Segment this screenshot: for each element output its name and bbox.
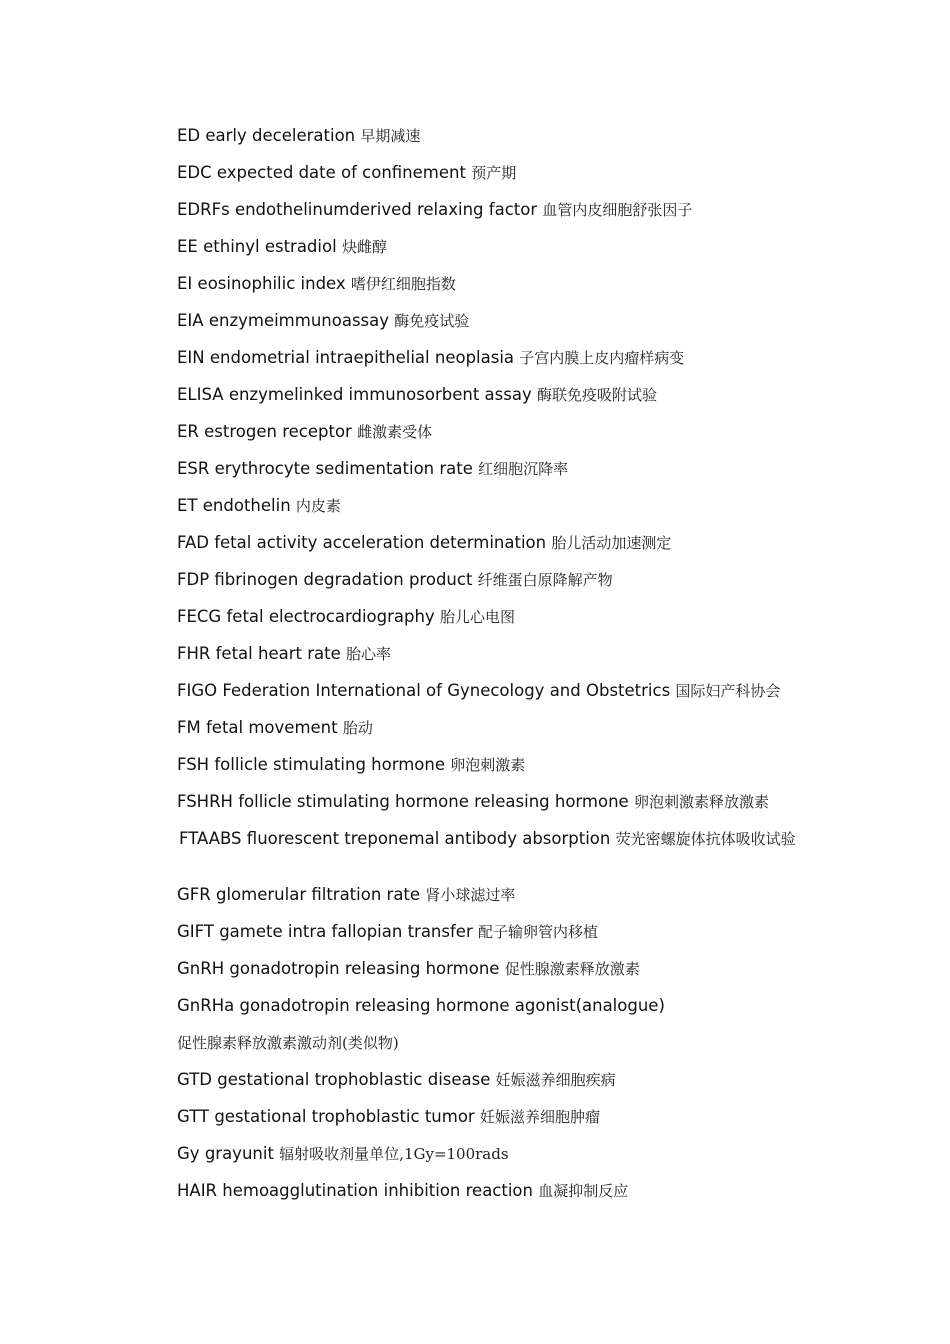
entry-abbreviation: EIN <box>177 348 205 367</box>
entry-chinese: 卵泡刺激素 <box>450 756 526 774</box>
entry-abbreviation: GFR <box>177 885 211 904</box>
glossary-entry <box>145 826 815 882</box>
glossary-entry <box>145 1178 815 1215</box>
entry-chinese: 预产期 <box>471 164 517 182</box>
entry-term: fetal electrocardiography <box>226 607 435 626</box>
glossary-entry <box>145 956 815 993</box>
entry-chinese: 子宫内膜上皮内瘤样病变 <box>519 349 685 367</box>
entry-term: enzymeimmunoassay <box>208 311 390 330</box>
entry-abbreviation: GTT <box>177 1107 210 1126</box>
entry-term: follicle stimulating hormone releasing hormone <box>238 792 629 811</box>
entry-abbreviation: FAD <box>177 533 209 552</box>
entry-term: enzymelinked immunosorbent assay <box>228 385 532 404</box>
entry-chinese: 血管内皮细胞舒张因子 <box>542 201 693 219</box>
entry-chinese: 辐射吸收剂量单位,1Gy=100rads <box>279 1145 509 1163</box>
entry-chinese: 内皮素 <box>295 497 341 515</box>
entry-term: fetal activity acceleration determination <box>214 533 547 552</box>
entry-chinese: 红细胞沉降率 <box>478 460 569 478</box>
entry-term: erythrocyte sedimentation rate <box>214 459 473 478</box>
glossary-entry <box>145 919 815 956</box>
entry-term: fetal heart rate <box>215 644 341 663</box>
entry-chinese: 嗜伊红细胞指数 <box>350 275 456 293</box>
entry-abbreviation: FDP <box>177 570 210 589</box>
entry-abbreviation: Gy <box>177 1144 200 1163</box>
entry-abbreviation: EDRFs <box>177 200 230 219</box>
entry-abbreviation: FSH <box>177 755 210 774</box>
entry-chinese: 促性腺素释放激素激动剂(类似物) <box>177 1034 399 1052</box>
entry-term: fibrinogen degradation product <box>214 570 473 589</box>
glossary-entry <box>145 678 815 715</box>
entry-term: early deceleration <box>205 126 356 145</box>
entry-chinese: 胎动 <box>342 719 373 737</box>
entry-chinese: 妊娠滋养细胞疾病 <box>495 1071 616 1089</box>
glossary-entry <box>145 1104 815 1141</box>
entry-abbreviation: EI <box>177 274 193 293</box>
glossary-entry <box>145 382 815 419</box>
glossary-entry <box>145 789 815 826</box>
entry-abbreviation: ELISA <box>177 385 224 404</box>
entry-chinese: 荧光密螺旋体抗体吸收试验 <box>615 830 796 848</box>
entry-term: gonadotropin releasing hormone agonist(analogue) <box>239 996 665 1015</box>
glossary-entry <box>145 1141 815 1178</box>
entry-term: glomerular filtration rate <box>216 885 421 904</box>
entry-term: ethinyl estradiol <box>203 237 337 256</box>
entry-abbreviation: ET <box>177 496 198 515</box>
entry-chinese: 促性腺激素释放激素 <box>504 960 640 978</box>
entry-abbreviation: EIA <box>177 311 204 330</box>
entry-abbreviation: FM <box>177 718 201 737</box>
entry-chinese: 胎儿心电图 <box>439 608 515 626</box>
glossary-entry <box>145 641 815 678</box>
glossary-entry <box>145 882 815 919</box>
entry-term: hemoagglutination inhibition reaction <box>222 1181 533 1200</box>
entry-term: fluorescent treponemal antibody absorption <box>246 829 611 848</box>
entry-chinese: 血凝抑制反应 <box>538 1182 629 1200</box>
glossary-entry <box>145 271 815 308</box>
glossary-entry <box>145 1030 815 1067</box>
entry-abbreviation: ED <box>177 126 201 145</box>
glossary-entry <box>145 1067 815 1104</box>
glossary-entry <box>145 160 815 197</box>
glossary-entry <box>145 308 815 345</box>
glossary-entry <box>145 123 815 160</box>
entry-abbreviation: FECG <box>177 607 222 626</box>
entry-abbreviation: GnRH <box>177 959 225 978</box>
entry-abbreviation: HAIR <box>177 1181 218 1200</box>
entry-term: gestational trophoblastic disease <box>217 1070 491 1089</box>
entry-term: estrogen receptor <box>204 422 352 441</box>
entry-term: endothelin <box>202 496 291 515</box>
entry-abbreviation: FIGO <box>177 681 218 700</box>
entry-term: endothelinumderived relaxing factor <box>234 200 538 219</box>
entry-abbreviation: ESR <box>177 459 210 478</box>
entry-abbreviation: GIFT <box>177 922 214 941</box>
entry-abbreviation: ER <box>177 422 199 441</box>
entry-term: Federation International of Gynecology and Obstetrics <box>222 681 671 700</box>
entry-chinese: 肾小球滤过率 <box>425 886 516 904</box>
entry-term: endometrial intraepithelial neoplasia <box>209 348 515 367</box>
glossary-entry <box>145 234 815 271</box>
entry-term: gonadotropin releasing hormone <box>229 959 500 978</box>
entry-chinese: 胎儿活动加速测定 <box>551 534 672 552</box>
entry-chinese: 配子输卵管内移植 <box>477 923 598 941</box>
glossary-entry <box>145 197 815 234</box>
entry-chinese: 国际妇产科协会 <box>675 682 781 700</box>
entry-abbreviation: EDC <box>177 163 212 182</box>
entry-chinese: 纤维蛋白原降解产物 <box>477 571 613 589</box>
entry-term: eosinophilic index <box>197 274 346 293</box>
glossary-entry <box>145 604 815 641</box>
entry-chinese: 早期减速 <box>360 127 421 145</box>
glossary-entry <box>145 567 815 604</box>
entry-abbreviation: GTD <box>177 1070 212 1089</box>
entry-chinese: 雌激素受体 <box>357 423 433 441</box>
glossary-entry <box>145 715 815 752</box>
entry-chinese: 胎心率 <box>345 645 391 663</box>
entry-abbreviation: EE <box>177 237 198 256</box>
glossary-entry <box>145 456 815 493</box>
entry-chinese: 酶联免疫吸附试验 <box>536 386 657 404</box>
entry-abbreviation: GnRHa <box>177 996 235 1015</box>
glossary-entry <box>145 345 815 382</box>
entry-chinese: 妊娠滋养细胞肿瘤 <box>479 1108 600 1126</box>
entry-abbreviation: FHR <box>177 644 211 663</box>
glossary-entry <box>145 530 815 567</box>
entry-term: expected date of confinement <box>216 163 466 182</box>
entry-abbreviation: FSHRH <box>177 792 233 811</box>
entry-chinese: 炔雌醇 <box>341 238 387 256</box>
entry-term: gamete intra fallopian transfer <box>219 922 473 941</box>
glossary-entry <box>145 993 815 1030</box>
glossary-list <box>145 123 815 1215</box>
entry-term: follicle stimulating hormone <box>214 755 445 774</box>
entry-chinese: 酶免疫试验 <box>394 312 470 330</box>
glossary-entry <box>145 493 815 530</box>
entry-chinese: 卵泡刺激素释放激素 <box>633 793 769 811</box>
entry-term: fetal movement <box>205 718 338 737</box>
entry-abbreviation: FTAABS <box>179 829 242 848</box>
entry-term: gestational trophoblastic tumor <box>214 1107 475 1126</box>
entry-term: grayunit <box>204 1144 274 1163</box>
glossary-entry <box>145 419 815 456</box>
glossary-entry <box>145 752 815 789</box>
